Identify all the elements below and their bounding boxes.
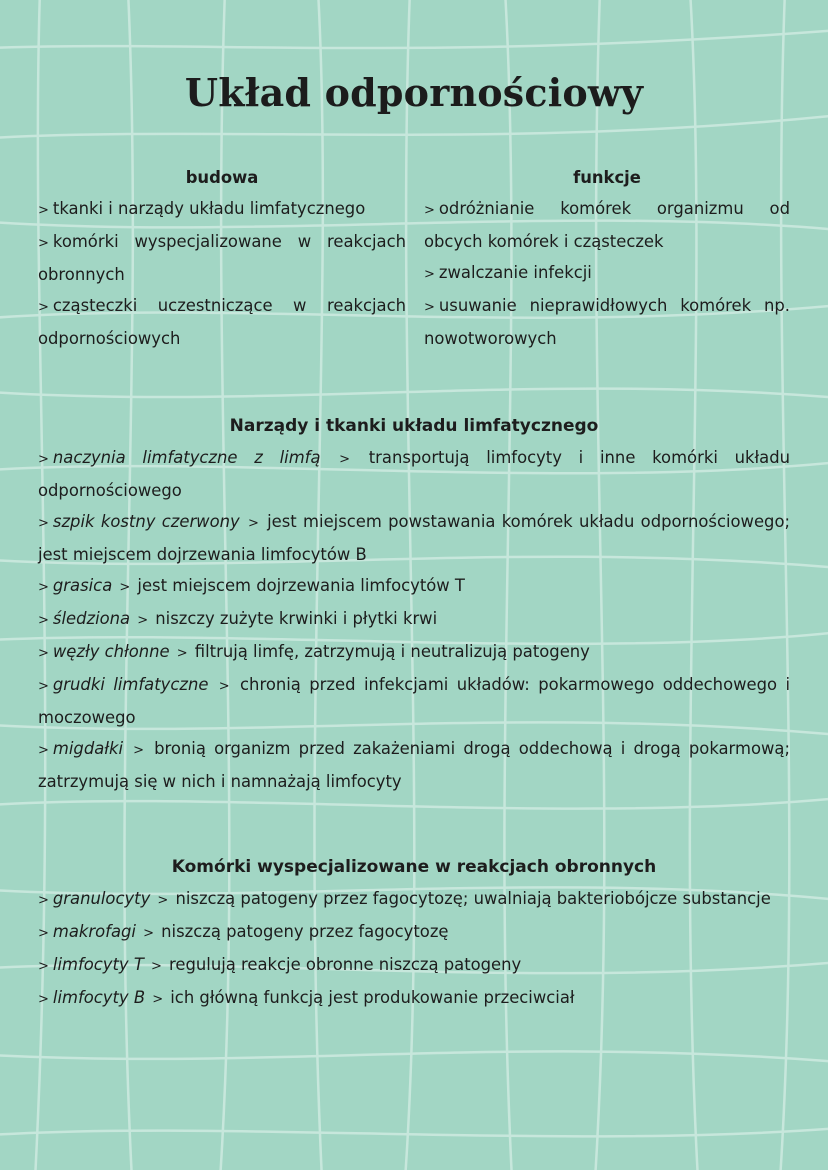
list-item: > śledziona > niszczy zużyte krwinki i płytki krwi <box>38 609 438 628</box>
arrow-icon: > <box>38 893 49 908</box>
budowa-item: > tkanki i narządy układu limfatycznego <box>38 199 366 218</box>
arrow-icon: > <box>153 893 173 908</box>
narzady-header: Narządy i tkanki układu limfatycznego <box>229 416 599 436</box>
funkcje-item: > zwalczanie infekcji <box>424 263 592 282</box>
arrow-icon: > <box>38 300 49 315</box>
list-item: > granulocyty > niszczą patogeny przez fagocytozę; uwalniają bakteriobójcze substancje <box>38 889 771 908</box>
list-item: > grasica > jest miejscem dojrzewania limfocytów T <box>38 576 465 595</box>
arrow-icon: > <box>38 516 49 531</box>
komorki-section <box>38 852 790 1015</box>
list-item: > limfocyty B > ich główną funkcją jest produkowanie przeciwciał <box>38 988 575 1007</box>
budowa-header: budowa <box>185 168 259 187</box>
narzady-section <box>38 411 790 797</box>
arrow-icon: > <box>38 203 49 218</box>
arrow-icon: > <box>38 992 49 1007</box>
komorki-header: Komórki wyspecjalizowane w reakcjach obronnych <box>171 857 657 877</box>
arrow-icon: > <box>148 992 168 1007</box>
list-item: > węzły chłonne > filtrują limfę, zatrzymują i neutralizują patogeny <box>38 642 590 661</box>
arrow-icon: > <box>38 646 49 661</box>
arrow-icon: > <box>424 203 435 218</box>
page-title: Układ odpornościowy <box>184 70 644 115</box>
arrow-icon: > <box>138 926 159 941</box>
arrow-icon: > <box>38 613 49 628</box>
arrow-icon: > <box>38 959 49 974</box>
budowa-item: > komórki wyspecjalizowane w reakcjach obronnych <box>38 232 406 284</box>
arrow-icon: > <box>424 267 435 282</box>
budowa-column <box>38 162 406 354</box>
arrow-icon: > <box>38 580 49 595</box>
arrow-icon: > <box>38 926 49 941</box>
funkcje-item: > usuwanie nieprawidłowych komórek np. nowotworowych <box>424 296 790 348</box>
funkcje-header: funkcje <box>573 168 641 187</box>
arrow-icon: > <box>115 580 135 595</box>
arrow-icon: > <box>146 959 167 974</box>
arrow-icon: > <box>38 236 49 251</box>
funkcje-column <box>424 162 790 354</box>
arrow-icon: > <box>242 516 265 531</box>
arrow-icon: > <box>211 679 238 694</box>
arrow-icon: > <box>38 679 49 694</box>
arrow-icon: > <box>38 452 49 467</box>
list-item: > szpik kostny czerwony > jest miejscem powstawania komórek układu odpornościowego; jest miejscem dojrzewania limfocytów B <box>38 512 790 564</box>
arrow-icon: > <box>133 613 153 628</box>
budowa-item: > cząsteczki uczestniczące w reakcjach odpornościowych <box>38 296 406 348</box>
arrow-icon: > <box>172 646 192 661</box>
funkcje-item: > odróżnianie komórek organizmu od obcych komórek i cząsteczek <box>424 199 790 251</box>
arrow-icon: > <box>323 452 366 467</box>
list-item: > naczynia limfatyczne z limfą > transportują limfocyty i inne komórki układu odpornościowego <box>38 448 790 500</box>
list-item: > makrofagi > niszczą patogeny przez fagocytozę <box>38 922 449 941</box>
list-item: > migdałki > bronią organizm przed zakażeniami drogą oddechową i drogą pokarmową; zatrzymują się w nich i namnażają limfocyty <box>38 739 790 791</box>
list-item: > grudki limfatyczne > chronią przed infekcjami układów: pokarmowego oddechowego i moczowego <box>38 675 791 727</box>
list-item: > limfocyty T > regulują reakcje obronne niszczą patogeny <box>38 955 522 974</box>
arrow-icon: > <box>38 743 49 758</box>
arrow-icon: > <box>126 743 152 758</box>
arrow-icon: > <box>424 300 435 315</box>
